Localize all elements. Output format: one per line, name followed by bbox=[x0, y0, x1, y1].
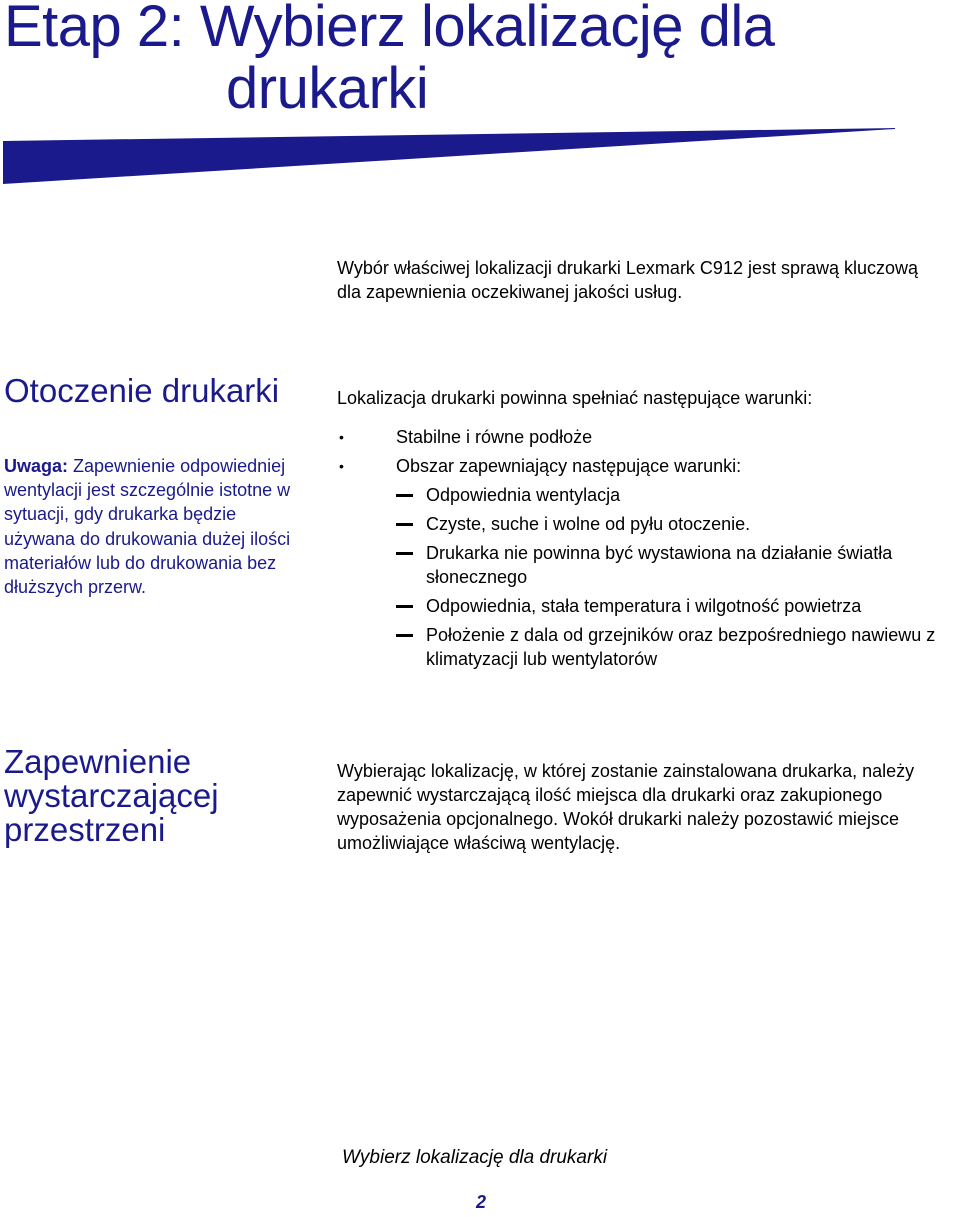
sub-list-item bbox=[337, 541, 960, 589]
note-label: Uwaga: bbox=[4, 456, 69, 476]
sub-list-item-text: Położenie z dala od grzejników oraz bezpośredniego nawiewu z klimatyzacji lub wentylatorów bbox=[426, 625, 936, 669]
dash-icon bbox=[396, 552, 413, 555]
bullet-icon: • bbox=[339, 429, 344, 445]
sub-list-item-text: Drukarka nie powinna być wystawiona na działanie światła słonecznego bbox=[426, 543, 893, 587]
sub-list-item bbox=[337, 623, 960, 671]
conditions-list bbox=[337, 425, 960, 676]
dash-icon bbox=[396, 523, 413, 526]
list-item-text: Stabilne i równe podłoże bbox=[396, 427, 593, 447]
note-text: Zapewnienie odpowiedniej wentylacji jest szczególnie istotne w sytuacji, gdy drukarka będzie używana do drukowania dużej ilości materiałów lub do drukowania bez dłuższych przerw. bbox=[4, 456, 291, 598]
intro-paragraph: Wybór właściwej lokalizacji drukarki Lexmark C912 jest sprawą kluczową dla zapewnienia oczekiwanej jakości usług. bbox=[337, 258, 919, 302]
conditions-intro: Lokalizacja drukarki powinna spełniać następujące warunki: bbox=[337, 388, 813, 408]
environment-heading: Otoczenie drukarki bbox=[4, 372, 280, 409]
dash-icon bbox=[396, 634, 413, 637]
sub-list-item bbox=[337, 594, 960, 618]
title-banner bbox=[0, 127, 900, 187]
page-title bbox=[4, 0, 954, 120]
footer-title: Wybierz lokalizację dla drukarki bbox=[342, 1147, 608, 1168]
sub-list-item-text: Odpowiednia wentylacja bbox=[426, 485, 621, 505]
ventilation-note bbox=[4, 454, 304, 599]
bullet-icon: • bbox=[339, 458, 344, 474]
page-number: 2 bbox=[476, 1192, 487, 1212]
list-item bbox=[337, 454, 960, 478]
dash-icon bbox=[396, 605, 413, 608]
sub-list-item bbox=[337, 483, 960, 507]
page-title-line1: Etap 2: Wybierz lokalizację dla bbox=[4, 0, 775, 59]
sub-list-item-text: Czyste, suche i wolne od pyłu otoczenie. bbox=[426, 514, 751, 534]
list-item-text: Obszar zapewniający następujące warunki: bbox=[396, 456, 742, 476]
sub-list-item bbox=[337, 512, 960, 536]
space-heading: Zapewnienie wystarczającej przestrzeni bbox=[4, 743, 219, 848]
space-paragraph: Wybierając lokalizację, w której zostanie zainstalowana drukarka, należy zapewnić wystarczającą ilość miejsca dla drukarki oraz zakupionego wyposażenia opcjonalnego. Wokół drukarki należy pozostawić miejsce umożliwiające właściwą wentylację. bbox=[337, 761, 915, 853]
sub-list-item-text: Odpowiednia, stała temperatura i wilgotność powietrza bbox=[426, 596, 862, 616]
dash-icon bbox=[396, 494, 413, 497]
page-title-line2: drukarki bbox=[226, 56, 429, 121]
list-item bbox=[337, 425, 960, 449]
